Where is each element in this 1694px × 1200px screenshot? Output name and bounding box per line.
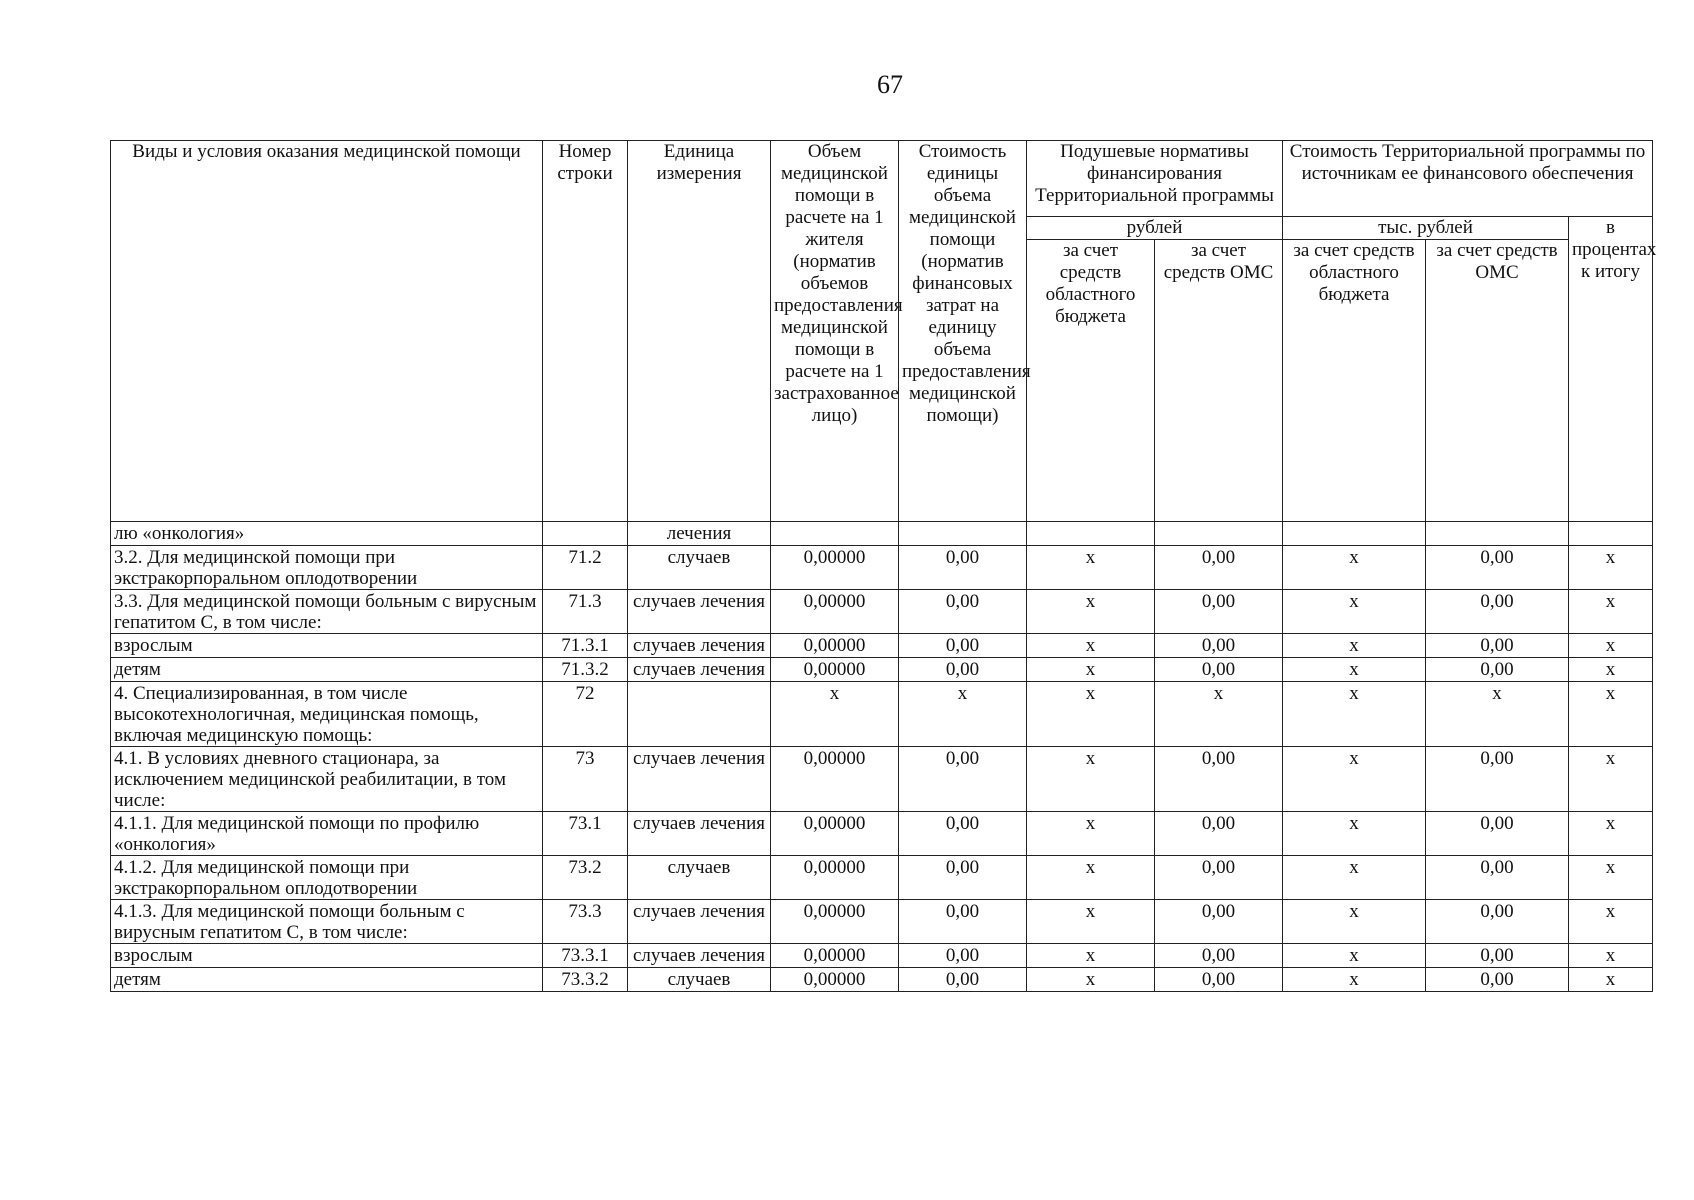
cell-percent: x [1569, 546, 1653, 590]
cell-unit: случаев лечения [628, 900, 771, 944]
cell-program-oms: 0,00 [1426, 546, 1569, 590]
cell-program-budget: x [1283, 546, 1426, 590]
cell-percent: x [1569, 682, 1653, 747]
header-row-number: Номер строки [543, 141, 628, 522]
cell-per-capita-oms: 0,00 [1155, 812, 1283, 856]
table-row [111, 747, 1653, 812]
cell-row-number: 73 [543, 747, 628, 812]
cell-percent: x [1569, 944, 1653, 968]
cell-name: взрослым [111, 944, 543, 968]
cell-unit: случаев [628, 546, 771, 590]
cell-percent: x [1569, 812, 1653, 856]
cell-per-capita-oms: 0,00 [1155, 968, 1283, 992]
cell-per-capita-oms: 0,00 [1155, 944, 1283, 968]
cell-per-capita-budget: x [1027, 546, 1155, 590]
cell-per-capita-budget: x [1027, 658, 1155, 682]
cell-volume: 0,00000 [771, 968, 899, 992]
cell-cost: 0,00 [899, 900, 1027, 944]
table-row [111, 658, 1653, 682]
cell-percent [1569, 522, 1653, 546]
cell-per-capita-budget: x [1027, 944, 1155, 968]
cell-per-capita-budget: x [1027, 634, 1155, 658]
cell-volume: x [771, 682, 899, 747]
cell-row-number: 71.2 [543, 546, 628, 590]
cell-program-oms: 0,00 [1426, 590, 1569, 634]
cell-per-capita-oms: 0,00 [1155, 900, 1283, 944]
cell-percent: x [1569, 968, 1653, 992]
cell-row-number: 71.3.1 [543, 634, 628, 658]
cell-program-oms: 0,00 [1426, 658, 1569, 682]
cell-unit: случаев лечения [628, 658, 771, 682]
cell-program-budget: x [1283, 590, 1426, 634]
cell-volume: 0,00000 [771, 944, 899, 968]
cell-program-oms: 0,00 [1426, 900, 1569, 944]
cell-volume [771, 522, 899, 546]
cell-program-budget [1283, 522, 1426, 546]
cell-row-number: 73.3.2 [543, 968, 628, 992]
cell-unit: случаев лечения [628, 944, 771, 968]
cell-program-oms: 0,00 [1426, 747, 1569, 812]
cell-percent: x [1569, 658, 1653, 682]
cell-volume: 0,00000 [771, 856, 899, 900]
cell-per-capita-budget: x [1027, 747, 1155, 812]
cell-row-number: 73.3 [543, 900, 628, 944]
table-row [111, 590, 1653, 634]
cell-per-capita-oms: 0,00 [1155, 634, 1283, 658]
cell-cost: 0,00 [899, 812, 1027, 856]
cell-per-capita-budget: x [1027, 812, 1155, 856]
header-percent: в процентах к итогу [1569, 217, 1653, 522]
cell-name: 4. Специализированная, в том числе высокотехнологичная, медицинская помощь, включая медицинскую помощь: [111, 682, 543, 747]
cell-program-oms: 0,00 [1426, 812, 1569, 856]
header-program-cost-group: Стоимость Территориальной программы по источникам ее финансового обеспечения [1283, 141, 1653, 217]
cell-name: 4.1.2. Для медицинской помощи при экстракорпоральном оплодотворении [111, 856, 543, 900]
cell-per-capita-budget: x [1027, 682, 1155, 747]
cell-unit: лечения [628, 522, 771, 546]
cell-unit: случаев [628, 968, 771, 992]
cell-cost: 0,00 [899, 634, 1027, 658]
cell-name: детям [111, 658, 543, 682]
table-row [111, 968, 1653, 992]
cell-name: лю «онкология» [111, 522, 543, 546]
table-row [111, 944, 1653, 968]
cell-per-capita-oms: 0,00 [1155, 856, 1283, 900]
table-row [111, 900, 1653, 944]
cell-percent: x [1569, 856, 1653, 900]
cell-cost: 0,00 [899, 856, 1027, 900]
cell-cost: 0,00 [899, 658, 1027, 682]
cell-program-budget: x [1283, 682, 1426, 747]
cell-unit: случаев лечения [628, 812, 771, 856]
cell-cost: 0,00 [899, 590, 1027, 634]
cell-unit: случаев [628, 856, 771, 900]
header-per-capita-group: Подушевые нормативы финансирования Территориальной программы [1027, 141, 1283, 217]
cell-cost: 0,00 [899, 944, 1027, 968]
cell-volume: 0,00000 [771, 590, 899, 634]
cell-per-capita-oms: 0,00 [1155, 658, 1283, 682]
cell-percent: x [1569, 634, 1653, 658]
cell-row-number: 72 [543, 682, 628, 747]
header-cost-unit: Стоимость единицы объема медицинской помощи (норматив финансовых затрат на единицу объема предоставления медицинской помощи) [899, 141, 1027, 522]
table-row [111, 546, 1653, 590]
cell-unit: случаев лечения [628, 747, 771, 812]
cell-name: 3.2. Для медицинской помощи при экстракорпоральном оплодотворении [111, 546, 543, 590]
cell-program-oms: 0,00 [1426, 944, 1569, 968]
cell-program-budget: x [1283, 634, 1426, 658]
cell-volume: 0,00000 [771, 812, 899, 856]
cell-volume: 0,00000 [771, 747, 899, 812]
cell-name: детям [111, 968, 543, 992]
cell-percent: x [1569, 900, 1653, 944]
cell-per-capita-budget: x [1027, 900, 1155, 944]
cell-cost [899, 522, 1027, 546]
cell-volume: 0,00000 [771, 546, 899, 590]
page-number: 67 [877, 70, 903, 99]
cell-per-capita-oms [1155, 522, 1283, 546]
cell-percent: x [1569, 747, 1653, 812]
header-rubles: рублей [1027, 217, 1283, 240]
cell-program-budget: x [1283, 856, 1426, 900]
cell-per-capita-oms: 0,00 [1155, 546, 1283, 590]
table-row [111, 856, 1653, 900]
cell-row-number: 73.2 [543, 856, 628, 900]
cell-per-capita-oms: 0,00 [1155, 747, 1283, 812]
cell-volume: 0,00000 [771, 900, 899, 944]
cell-per-capita-oms: 0,00 [1155, 590, 1283, 634]
header-budget: за счет средств областного бюджета [1027, 240, 1155, 522]
cell-unit: случаев лечения [628, 634, 771, 658]
header-oms-2: за счет средств ОМС [1426, 240, 1569, 522]
cell-row-number [543, 522, 628, 546]
cell-per-capita-budget: x [1027, 590, 1155, 634]
cell-cost: 0,00 [899, 968, 1027, 992]
header-oms: за счет средств ОМС [1155, 240, 1283, 522]
cell-program-budget: x [1283, 747, 1426, 812]
header-kind: Виды и условия оказания медицинской помощи [111, 141, 543, 522]
cell-program-budget: x [1283, 944, 1426, 968]
cell-name: взрослым [111, 634, 543, 658]
table-row [111, 522, 1653, 546]
cell-cost: 0,00 [899, 747, 1027, 812]
cell-per-capita-budget: x [1027, 968, 1155, 992]
cell-row-number: 71.3 [543, 590, 628, 634]
table-row [111, 634, 1653, 658]
table-row [111, 682, 1653, 747]
table-row [111, 812, 1653, 856]
cell-program-budget: x [1283, 900, 1426, 944]
cell-program-budget: x [1283, 968, 1426, 992]
cell-percent: x [1569, 590, 1653, 634]
cell-cost: 0,00 [899, 546, 1027, 590]
cell-unit: случаев лечения [628, 590, 771, 634]
cell-name: 4.1.1. Для медицинской помощи по профилю «онкология» [111, 812, 543, 856]
cell-program-oms: 0,00 [1426, 634, 1569, 658]
cell-program-oms: 0,00 [1426, 856, 1569, 900]
header-volume: Объем медицинской помощи в расчете на 1 жителя (норматив объемов предоставления медицинской помощи в расчете на 1 застрахованное лицо) [771, 141, 899, 522]
cell-volume: 0,00000 [771, 634, 899, 658]
cell-name: 3.3. Для медицинской помощи больным с вирусным гепатитом С, в том числе: [111, 590, 543, 634]
cell-row-number: 73.1 [543, 812, 628, 856]
cell-program-oms [1426, 522, 1569, 546]
cell-row-number: 73.3.1 [543, 944, 628, 968]
cell-program-oms: 0,00 [1426, 968, 1569, 992]
cell-program-oms: x [1426, 682, 1569, 747]
cell-per-capita-budget [1027, 522, 1155, 546]
cell-row-number: 71.3.2 [543, 658, 628, 682]
cell-program-budget: x [1283, 812, 1426, 856]
cell-name: 4.1.3. Для медицинской помощи больным с вирусным гепатитом С, в том числе: [111, 900, 543, 944]
cell-per-capita-oms: x [1155, 682, 1283, 747]
header-thousand-rubles: тыс. рублей [1283, 217, 1569, 240]
cell-per-capita-budget: x [1027, 856, 1155, 900]
financing-table [110, 140, 1657, 992]
cell-name: 4.1. В условиях дневного стационара, за исключением медицинской реабилитации, в том числе: [111, 747, 543, 812]
header-budget-2: за счет средств областного бюджета [1283, 240, 1426, 522]
header-unit: Единица измерения [628, 141, 771, 522]
cell-volume: 0,00000 [771, 658, 899, 682]
cell-cost: x [899, 682, 1027, 747]
cell-unit [628, 682, 771, 747]
cell-program-budget: x [1283, 658, 1426, 682]
